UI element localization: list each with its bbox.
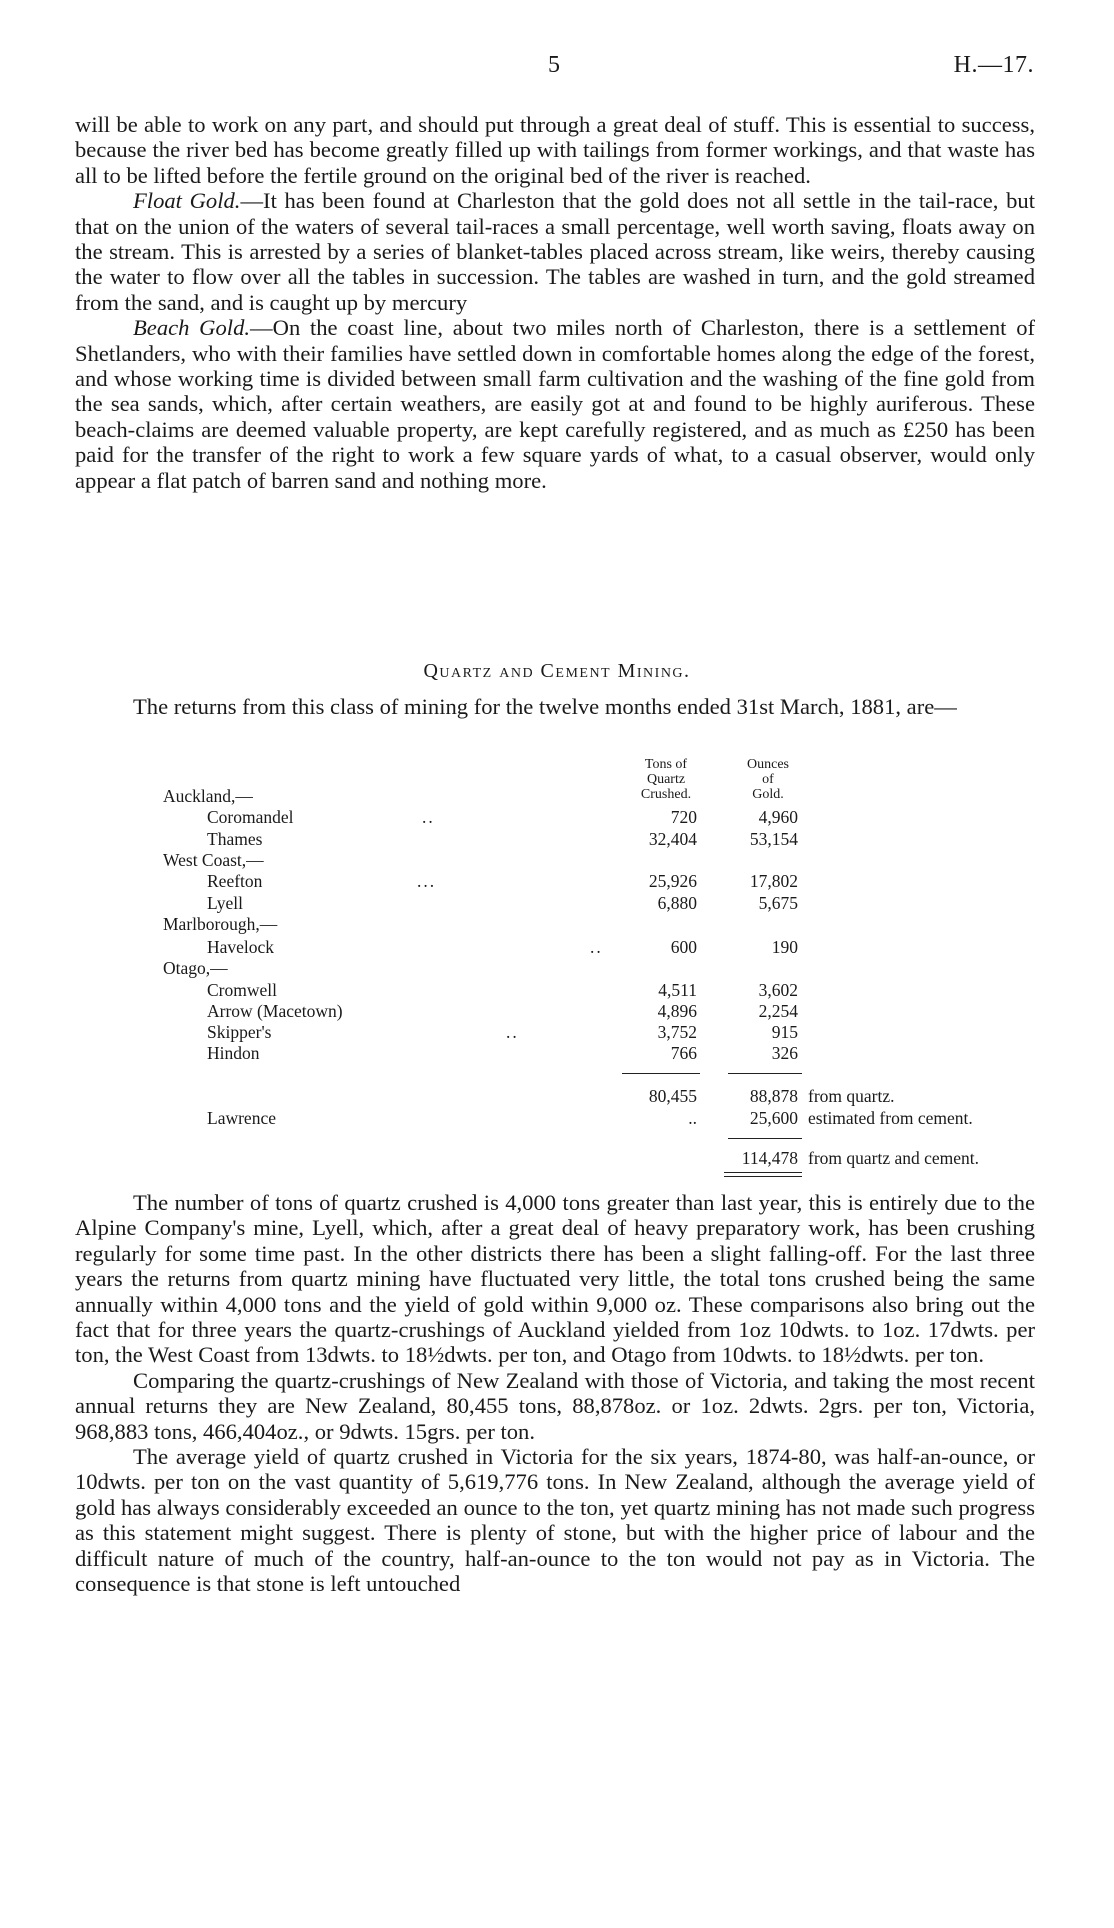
beach-gold-text: —On the coast line, about two miles north of Charleston, there is a settlement of Shetlanders, who with their families have settled down in comfortable homes along the edge of the forest, and whose working time is divided between small farm cultivation and the washing of the fine gold from the sea sands, which, after certain weathers, are easily got at and found to be highly auriferous. These beach-claims are deemed valuable property, are kept carefully registered, and as much as £250 has been paid for the transfer of the right to work a few square yards of what, to a casual observer, would only appear a flat patch of barren sand and nothing more. [75,315,1036,493]
region-label: Otago,— [163,958,228,978]
float-gold-heading: Float Gold. [133,188,241,214]
body-text [75,1190,1035,1597]
paragraph: The average yield of quartz crushed in Victoria for the six years, 1874-80, was half-an-ounce, or 10dwts. per ton on the vast quantity of 5,619,776 tons. In New Zealand, although the average yield of gold has always considerably exceeded an ounce to the ton, yet quartz mining has not made such progress as this statement might suggest. There is plenty of stone, but with the higher price of labour and the difficult nature of much of the country, half-an-ounce to the ton would not pay as in Victoria. The consequence is that stone is left untouched [75,1444,1035,1597]
document-reference: H.—17. [953,52,1034,78]
beach-gold-heading: Beach Gold. [133,315,251,341]
page-number: 5 [548,52,560,78]
float-gold-text: —It has been found at Charleston that the gold does not all settle in the tail-race, but that on the union of the waters of several tail-races a small percentage, well worth saving, floats away on the stream. This is arrested by a series of blanket-tables placed across stream, like weirs, thereby causing the water to flow over all the tables in succession. The tables are washed in turn, and the gold streamed from the sand, and is caught up by mercury [75,188,1035,315]
section-title: Quartz and Cement Mining. [423,660,691,682]
column-header-ounces: Ounces of Gold. [747,757,789,802]
paragraph: will be able to work on any part, and should put through a great deal of stuff. This is essential to success, because the river bed has become greatly filled up with tailings from former workings, and that waste has all to be lifted before the fertile ground on the original bed of the river is reached. [75,112,1035,188]
subtotal-rule [622,1073,700,1074]
column-header-tons: Tons of Quartz Crushed. [640,757,692,802]
table-intro: The returns from this class of mining for the twelve months ended 31st March, 1881, are— [133,694,957,719]
subtotal-rule [728,1073,802,1074]
region-label: Auckland,— [163,786,253,806]
region-label: Marlborough,— [163,914,278,934]
paragraph: Comparing the quartz-crushings of New Zealand with those of Victoria, and taking the most recent annual returns they are New Zealand, 80,455 tons, 88,878oz. or 1oz. 2dwts. 2grs. per ton, Victoria, 968,883 tons, 466,404oz., or 9dwts. 15grs. per ton. [75,1367,1035,1444]
returns-table: Tons of Quartz Crushed. Ounces of Gold. Auckland,— Coromandel .. 720 4,960 Thames 32,404 53,154 West Coast,— Reefton ... 25,926 17,802 Lyell 6,880 5,675 Marlborough,— Havelock .. 600 190 Otago,— Cromwell 4,511 3,602 Arrow (Macetown) 4,896 2,254 Skipper's .. 3,752 915 Hindon 766 326 80,455 88,878 from quartz. Lawrence .. 25,600 estimated from cement. 114,478 from quartz and cement. [0,0,1114,1928]
total-rule [728,1138,802,1139]
paragraph: The number of tons of quartz crushed is 4,000 tons greater than last year, this is entirely due to the Alpine Company's mine, Lyell, which, after a great deal of heavy preparatory work, has been crushing regularly for some time past. In the other districts there has been a slight falling-off. For the last three years the returns from quartz mining have fluctuated very little, the total tons crushed being the same annually within 4,000 tons and the yield of gold within 9,000 oz. These comparisons also bring out the fact that for three years the quartz-crushings of Auckland yielded from 1oz 10dwts. to 1oz. 17dwts. per ton, the West Coast from 13dwts. to 18½dwts. per ton, and Otago from 10dwts. to 18½dwts. per ton. [75,1190,1035,1368]
region-label: West Coast,— [163,850,264,870]
total-double-rule [724,1176,802,1177]
total-double-rule [724,1172,802,1173]
